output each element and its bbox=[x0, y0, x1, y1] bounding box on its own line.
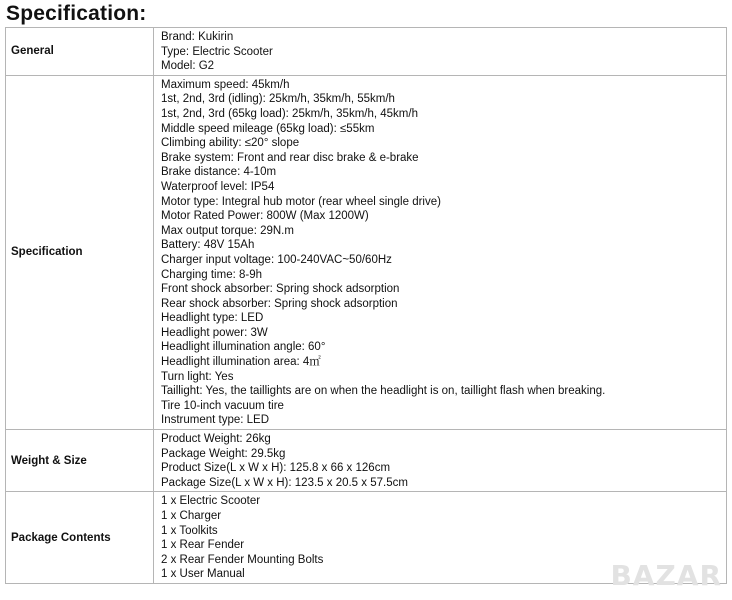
spec-row bbox=[6, 75, 727, 429]
spec-line: Charging time: 8-9h bbox=[161, 268, 262, 281]
spec-line: Charger input voltage: 100-240VAC~50/60Hz bbox=[161, 253, 392, 266]
spec-line: Motor Rated Power: 800W (Max 1200W) bbox=[161, 210, 369, 223]
spec-line: Max output torque: 29N.m bbox=[161, 224, 294, 237]
section-label: Weight & Size bbox=[6, 430, 154, 492]
section-label: General bbox=[6, 28, 154, 76]
spec-line: Middle speed mileage (65kg load): ≤55km bbox=[161, 122, 375, 135]
section-values bbox=[154, 75, 727, 429]
spec-line: 1 x User Manual bbox=[161, 568, 245, 581]
spec-line: Package Size(L x W x H): 123.5 x 20.5 x 57.5cm bbox=[161, 476, 408, 489]
spec-table-body bbox=[6, 28, 727, 584]
spec-line: Headlight illumination angle: 60° bbox=[161, 341, 326, 354]
spec-line: Brand: Kukirin bbox=[161, 31, 234, 43]
spec-line: 1 x Charger bbox=[161, 510, 222, 522]
spec-line: Brake system: Front and rear disc brake & e-brake bbox=[161, 151, 419, 164]
spec-line: Type: Electric Scooter bbox=[161, 45, 273, 58]
spec-line: Brake distance: 4-10m bbox=[161, 166, 277, 179]
spec-line: 1 x Electric Scooter bbox=[161, 495, 261, 508]
spec-line: Front shock absorber: Spring shock adsorption bbox=[161, 283, 400, 296]
spec-line: Climbing ability: ≤20° slope bbox=[161, 137, 300, 150]
spec-line: Instrument type: LED bbox=[161, 414, 270, 427]
spec-line: Tire 10-inch vacuum tire bbox=[161, 399, 284, 412]
spec-line: Battery: 48V 15Ah bbox=[161, 239, 255, 252]
section-values bbox=[154, 28, 727, 76]
spec-line: Product Size(L x W x H): 125.8 x 66 x 126cm bbox=[161, 462, 391, 475]
spec-line: Rear shock absorber: Spring shock adsorption bbox=[161, 297, 398, 310]
section-label: Specification bbox=[6, 75, 154, 429]
section-values bbox=[154, 430, 727, 492]
spec-line: 1st, 2nd, 3rd (65kg load): 25km/h, 35km/h, 45km/h bbox=[161, 107, 418, 120]
spec-line: 1 x Rear Fender bbox=[161, 539, 245, 552]
spec-line: 1 x Toolkits bbox=[161, 524, 218, 537]
spec-line: 1st, 2nd, 3rd (idling): 25km/h, 35km/h, 55km/h bbox=[161, 93, 395, 106]
spec-row bbox=[6, 28, 727, 76]
spec-line: Waterproof level: IP54 bbox=[161, 180, 275, 193]
spec-table bbox=[5, 27, 727, 584]
section-label: Package Contents bbox=[6, 492, 154, 584]
spec-line: Package Weight: 29.5kg bbox=[161, 447, 286, 460]
spec-line: Headlight illumination area: 4㎡ bbox=[161, 356, 321, 369]
spec-line: Headlight power: 3W bbox=[161, 326, 268, 339]
spec-line: Motor type: Integral hub motor (rear wheel single drive) bbox=[161, 195, 441, 208]
spec-line: Turn light: Yes bbox=[161, 370, 234, 383]
spec-line: Headlight type: LED bbox=[161, 312, 264, 325]
spec-row bbox=[6, 430, 727, 492]
spec-line: Model: G2 bbox=[161, 60, 215, 73]
spec-line: Product Weight: 26kg bbox=[161, 433, 271, 446]
spec-line: Taillight: Yes, the taillights are on when the headlight is on, taillight flash when breaking. bbox=[161, 385, 606, 398]
watermark-logo: BAZAR bbox=[610, 559, 722, 592]
spec-line: Maximum speed: 45km/h bbox=[161, 78, 290, 91]
spec-line: 2 x Rear Fender Mounting Bolts bbox=[161, 553, 324, 566]
page-title: Specification: bbox=[6, 2, 147, 25]
